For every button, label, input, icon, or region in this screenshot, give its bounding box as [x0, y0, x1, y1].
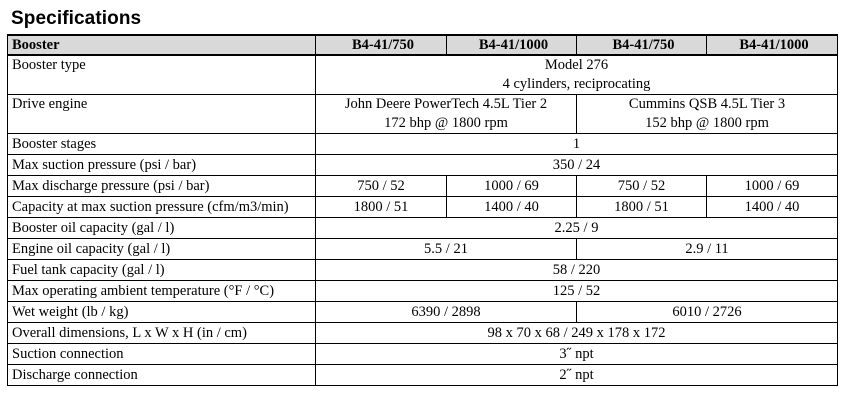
- table-row: [8, 260, 838, 281]
- cell-value: 6390 / 2898: [316, 302, 577, 323]
- cell-value: 1800 / 51: [577, 197, 707, 218]
- header-model: B4-41/1000: [707, 35, 838, 55]
- table-row: [8, 176, 838, 197]
- row-label: Suction connection: [8, 344, 316, 365]
- row-label: Capacity at max suction pressure (cfm/m3/min): [8, 197, 316, 218]
- row-label: Discharge connection: [8, 365, 316, 386]
- table-row: [8, 239, 838, 260]
- cell-value: 1000 / 69: [447, 176, 577, 197]
- table-row: [8, 134, 838, 155]
- table-row: [8, 323, 838, 344]
- header-label: Booster: [8, 35, 316, 55]
- table-row: [8, 155, 838, 176]
- cell-value: [316, 95, 577, 134]
- cell-value: 125 / 52: [316, 281, 838, 302]
- cell-value: 1800 / 51: [316, 197, 447, 218]
- row-label: Max discharge pressure (psi / bar): [8, 176, 316, 197]
- table-row: [8, 55, 838, 95]
- cell-value: [316, 55, 838, 95]
- table-row: [8, 218, 838, 239]
- value-line: 172 bhp @ 1800 rpm: [384, 115, 508, 131]
- cell-value: 2.9 / 11: [577, 239, 838, 260]
- cell-value: 1400 / 40: [707, 197, 838, 218]
- header-model: B4-41/750: [316, 35, 447, 55]
- cell-value: 1000 / 69: [707, 176, 838, 197]
- table-row: [8, 302, 838, 323]
- header-row: [8, 35, 838, 55]
- row-label: Wet weight (lb / kg): [8, 302, 316, 323]
- cell-value: 6010 / 2726: [577, 302, 838, 323]
- cell-value: 750 / 52: [577, 176, 707, 197]
- value-line: John Deere PowerTech 4.5L Tier 2: [344, 96, 548, 112]
- row-label: Max operating ambient temperature (°F / °C): [8, 281, 316, 302]
- cell-value: 58 / 220: [316, 260, 838, 281]
- value-line: 152 bhp @ 1800 rpm: [645, 115, 769, 131]
- row-label: Drive engine: [8, 95, 316, 134]
- cell-value: 350 / 24: [316, 155, 838, 176]
- table-row: [8, 197, 838, 218]
- value-line: Model 276: [544, 57, 609, 73]
- cell-value: 1: [316, 134, 838, 155]
- table-row: [8, 365, 838, 386]
- cell-value: 2˝ npt: [316, 365, 838, 386]
- table-row: [8, 95, 838, 134]
- specifications-table: [7, 34, 838, 386]
- cell-value: 1400 / 40: [447, 197, 577, 218]
- page-title: Specifications: [11, 8, 142, 29]
- cell-value: 5.5 / 21: [316, 239, 577, 260]
- header-model: B4-41/1000: [447, 35, 577, 55]
- row-label: Booster stages: [8, 134, 316, 155]
- value-line: Cummins QSB 4.5L Tier 3: [628, 96, 786, 112]
- cell-value: 2.25 / 9: [316, 218, 838, 239]
- header-model: B4-41/750: [577, 35, 707, 55]
- cell-value: 3˝ npt: [316, 344, 838, 365]
- table-row: [8, 281, 838, 302]
- cell-value: [577, 95, 838, 134]
- row-label: Max suction pressure (psi / bar): [8, 155, 316, 176]
- row-label: Engine oil capacity (gal / l): [8, 239, 316, 260]
- row-label: Booster type: [8, 55, 316, 95]
- row-label: Fuel tank capacity (gal / l): [8, 260, 316, 281]
- row-label: Booster oil capacity (gal / l): [8, 218, 316, 239]
- value-line: 4 cylinders, reciprocating: [502, 76, 651, 92]
- table-row: [8, 344, 838, 365]
- row-label: Overall dimensions, L x W x H (in / cm): [8, 323, 316, 344]
- cell-value: 98 x 70 x 68 / 249 x 178 x 172: [316, 323, 838, 344]
- cell-value: 750 / 52: [316, 176, 447, 197]
